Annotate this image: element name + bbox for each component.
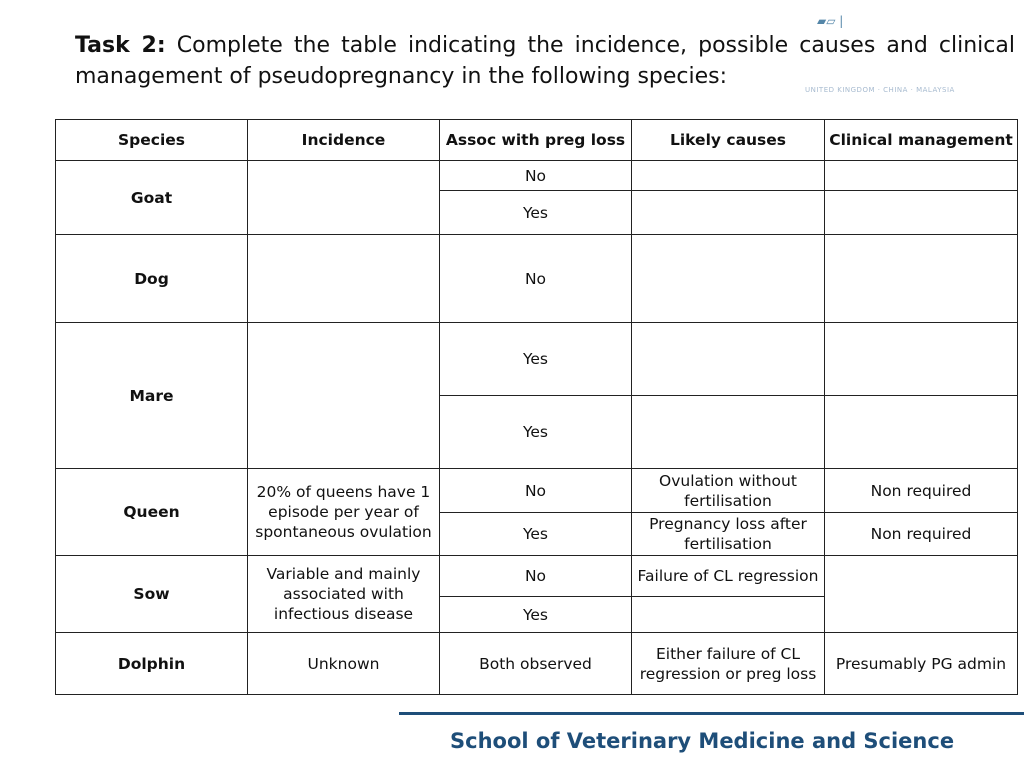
causes-cell: Pregnancy loss after fertilisation <box>632 513 825 556</box>
management-cell <box>825 235 1018 323</box>
school-name: School of Veterinary Medicine and Science <box>450 729 955 753</box>
table-row <box>56 556 1018 597</box>
causes-cell <box>632 323 825 396</box>
species-cell: Dog <box>56 235 248 323</box>
management-cell: Non required <box>825 513 1018 556</box>
footer-divider <box>399 712 1024 715</box>
assoc-cell: Yes <box>440 323 632 396</box>
incidence-cell <box>248 323 440 469</box>
causes-cell <box>632 235 825 323</box>
header-incidence: Incidence <box>248 120 440 161</box>
management-cell: Non required <box>825 469 1018 513</box>
table-row <box>56 235 1018 323</box>
causes-cell: Failure of CL regression <box>632 556 825 597</box>
assoc-cell: Yes <box>440 513 632 556</box>
logo-subtitle: UNITED KINGDOM · CHINA · MALAYSIA <box>805 86 955 94</box>
header-assoc: Assoc with preg loss <box>440 120 632 161</box>
header-causes: Likely causes <box>632 120 825 161</box>
header-row <box>56 120 1018 161</box>
header-management: Clinical management <box>825 120 1018 161</box>
assoc-cell: No <box>440 469 632 513</box>
causes-cell <box>632 396 825 469</box>
logo-mark: ▰▱ | <box>817 14 844 28</box>
table-row <box>56 161 1018 191</box>
management-cell <box>825 396 1018 469</box>
management-cell <box>825 161 1018 191</box>
assoc-cell: No <box>440 556 632 597</box>
incidence-cell: Variable and mainly associated with infectious disease <box>248 556 440 633</box>
causes-cell <box>632 191 825 235</box>
incidence-cell <box>248 161 440 235</box>
management-cell: Presumably PG admin <box>825 633 1018 695</box>
causes-cell <box>632 597 825 633</box>
table-row <box>56 633 1018 695</box>
table-row <box>56 323 1018 396</box>
assoc-cell: No <box>440 161 632 191</box>
university-logo <box>805 14 1005 100</box>
species-cell: Goat <box>56 161 248 235</box>
assoc-cell: No <box>440 235 632 323</box>
table-row <box>56 469 1018 513</box>
incidence-cell: 20% of queens have 1 episode per year of spontaneous ovulation <box>248 469 440 556</box>
species-cell: Sow <box>56 556 248 633</box>
assoc-cell: Yes <box>440 191 632 235</box>
species-cell: Dolphin <box>56 633 248 695</box>
header-species: Species <box>56 120 248 161</box>
task-text: Complete the table indicating the incidence, possible causes and clinical management of pseudopregnancy in the following species: <box>75 33 1015 89</box>
pseudopregnancy-table <box>55 119 1018 695</box>
causes-cell <box>632 161 825 191</box>
species-cell: Queen <box>56 469 248 556</box>
causes-cell: Either failure of CL regression or preg loss <box>632 633 825 695</box>
management-cell <box>825 556 1018 633</box>
assoc-cell: Yes <box>440 396 632 469</box>
assoc-cell: Yes <box>440 597 632 633</box>
causes-cell: Ovulation without fertilisation <box>632 469 825 513</box>
incidence-cell <box>248 235 440 323</box>
task-label: Task 2: <box>75 33 166 58</box>
incidence-cell: Unknown <box>248 633 440 695</box>
species-cell: Mare <box>56 323 248 469</box>
management-cell <box>825 323 1018 396</box>
management-cell <box>825 191 1018 235</box>
assoc-cell: Both observed <box>440 633 632 695</box>
